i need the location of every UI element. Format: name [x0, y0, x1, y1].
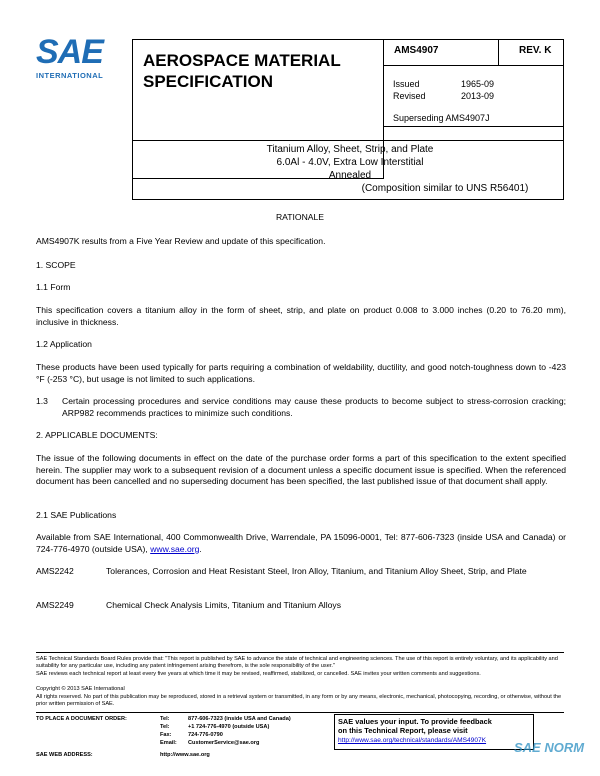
subject-line-2: 6.0Al - 4.0V, Extra Low Interstitial [276, 157, 424, 168]
section-1-1-text: This specification covers a titanium alloy in the form of sheet, strip, and plate on product 0.008 to 3.000 inches (0.20 to 76.20 mm), inclusive in thickness. [36, 305, 566, 327]
superseding-note: Superseding AMS4907J [393, 113, 490, 123]
doc-id: AMS4907 [394, 45, 439, 56]
section-1-3-text: Certain processing procedures and service conditions may cause these products to become subject to stress-corrosion cracking; ARP982 recommends practices to minimize such conditions. [62, 396, 566, 418]
footer-divider [36, 652, 564, 653]
ref-ams2249-id: AMS2249 [36, 600, 74, 610]
web-value[interactable]: http://www.sae.org [160, 752, 210, 758]
section-2-1-heading: 2.1 SAE Publications [36, 510, 117, 520]
sae-website-link[interactable]: www.sae.org [150, 543, 200, 554]
section-1-2-heading: 1.2 Application [36, 339, 92, 349]
rationale-heading: RATIONALE [275, 212, 325, 222]
tel2-label: Tel: [160, 724, 170, 730]
order-label: TO PLACE A DOCUMENT ORDER: [36, 716, 127, 722]
subject-line-1: Titanium Alloy, Sheet, Strip, and Plate [266, 144, 434, 155]
ref-ams2249-title: Chemical Check Analysis Limits, Titanium and Titanium Alloys [106, 600, 341, 610]
issued-label: Issued [393, 79, 420, 89]
ref-ams2242-id: AMS2242 [36, 566, 74, 576]
subject-line-4: (Composition similar to UNS R56401) [361, 183, 529, 194]
section-1-2-text: These products have been used typically for parts requiring a combination of weldability, ductility, and good notch-toughness down to -423 °F (-253 °C), but usage is not limited to such applications. [36, 362, 566, 384]
footer-rights: All rights reserved. No part of this publication may be reproduced, stored in a retrieval system or transmitted, in any form or by any means, electronic, mechanical, photocopying, recording, or otherwise, without the prior written permission of SAE. [36, 694, 562, 707]
tel2-value: +1 724-776-4970 (outside USA) [188, 724, 270, 730]
feedback-line-2: on this Technical Report, please visit [338, 726, 468, 735]
footer-divider-2 [36, 712, 564, 713]
email-label: Email: [160, 740, 177, 746]
section-2-1-text: Available from SAE International, 400 Commonwealth Drive, Warrendale, PA 15096-0001, Tel: 877-606-7323 (inside USA and Canada) or 724-776-4970 (outside USA), www.sae.org. [36, 532, 566, 554]
revised-value: 2013-09 [461, 91, 495, 101]
footer-copyright: Copyright © 2013 SAE International [36, 686, 125, 692]
footer-board-rules: SAE Technical Standards Board Rules provide that: "This report is published by SAE to advance the state of technical and engineering sciences. The use of this report is entirely voluntary, and its applicability and suitability for any particular use, including any patent infringement arising therefrom, is the sole responsibility of the user." [36, 656, 558, 669]
watermark-logo: SAE NORM [514, 740, 585, 755]
fax-value: 724-776-0790 [188, 732, 223, 738]
feedback-line-1: SAE values your input. To provide feedback [338, 717, 492, 726]
email-value[interactable]: CustomerService@sae.org [188, 740, 260, 746]
logo-subtext: INTERNATIONAL [36, 71, 104, 80]
section-1-1-heading: 1.1 Form [36, 282, 71, 292]
logo-text: SAE [36, 33, 103, 71]
section-2-heading: 2. APPLICABLE DOCUMENTS: [36, 430, 158, 440]
tel-label: Tel: [160, 716, 170, 722]
feedback-link[interactable]: http://www.sae.org/technical/standards/AMS4907K [338, 737, 487, 744]
ref-ams2242-title: Tolerances, Corrosion and Heat Resistant Steel, Iron Alloy, Titanium, and Titanium Alloy Sheet, Strip, and Plate [106, 566, 527, 576]
document-type-title: AEROSPACE MATERIAL SPECIFICATION [143, 51, 341, 91]
section-2-text: The issue of the following documents in effect on the date of the purchase order forms a part of this specification to the extent specified herein. The supplier may work to a subsequent revision of a document unless a specific document issue is specified. When the referenced document has been cancelled and no superseding document has been specified, the last published issue of that document shall apply. [36, 453, 566, 486]
fax-label: Fax: [160, 732, 172, 738]
web-label: SAE WEB ADDRESS: [36, 752, 93, 758]
subject-line-3: Annealed [328, 170, 372, 181]
revision: REV. K [519, 45, 552, 56]
issued-value: 1965-09 [461, 79, 495, 89]
superseding-box [383, 126, 564, 141]
revised-label: Revised [393, 91, 426, 101]
section-1-3-number: 1.3 [36, 396, 48, 406]
feedback-box [334, 714, 534, 750]
footer-review-note: SAE reviews each technical report at least every five years at which time it may be revised, reaffirmed, stabilized, or cancelled. SAE invites your written comments and suggestions. [36, 671, 481, 677]
sae-logo [36, 35, 116, 85]
tel-value: 877-606-7323 (inside USA and Canada) [188, 716, 291, 722]
rationale-text: AMS4907K results from a Five Year Review and update of this specification. [36, 236, 326, 246]
section-1-heading: 1. SCOPE [36, 260, 76, 270]
